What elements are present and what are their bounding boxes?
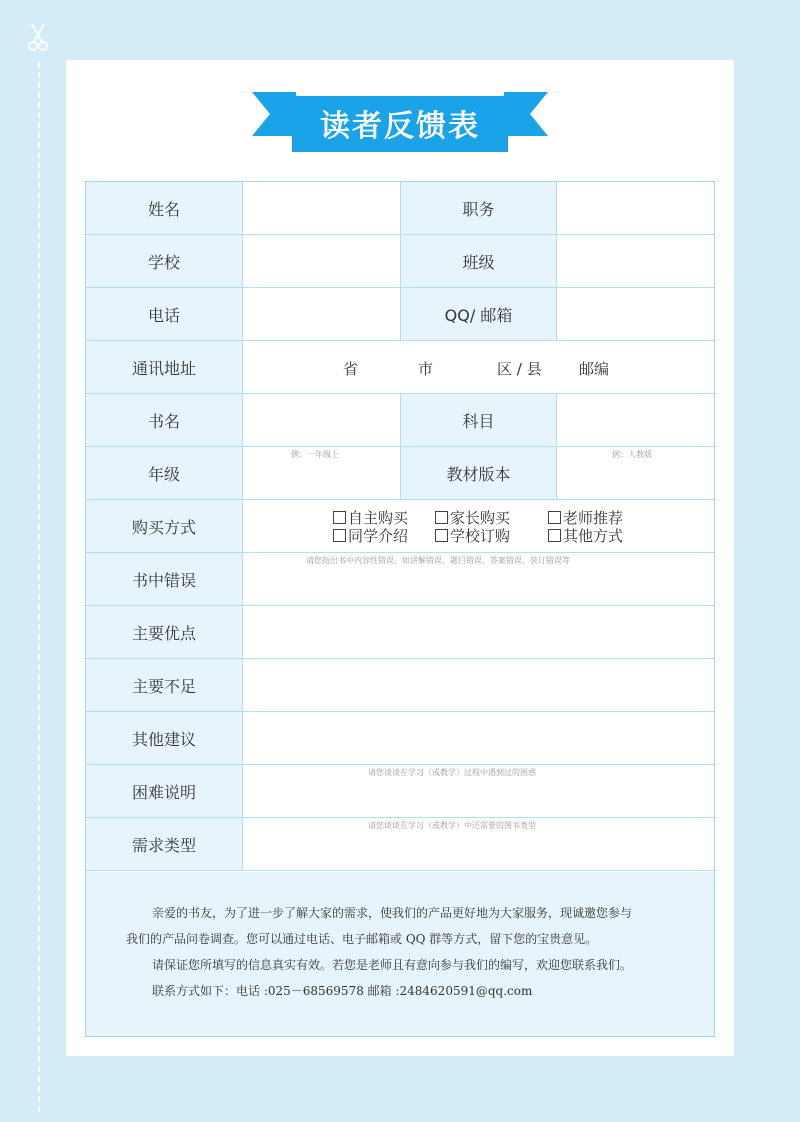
phone-field[interactable] bbox=[243, 288, 400, 340]
option-parent-purchase[interactable]: 家长购买 bbox=[435, 509, 510, 527]
needs-field[interactable] bbox=[243, 818, 714, 870]
checkbox-icon bbox=[548, 511, 561, 524]
checkbox-icon bbox=[333, 529, 346, 542]
label-position: 职务 bbox=[400, 182, 557, 234]
address-province: 省 bbox=[343, 360, 359, 378]
label-subject: 科目 bbox=[400, 394, 557, 446]
label-weaknesses: 主要不足 bbox=[86, 659, 243, 711]
row-needs bbox=[86, 818, 714, 871]
row-purchase bbox=[86, 500, 714, 553]
checkbox-icon bbox=[435, 529, 448, 542]
edition-field[interactable] bbox=[557, 447, 714, 499]
grade-field[interactable] bbox=[243, 447, 400, 499]
checkbox-icon bbox=[548, 529, 561, 542]
row-book bbox=[86, 394, 714, 447]
notice-line-3: 请保证您所填写的信息真实有效。若您是老师且有意向参与我们的编写，欢迎您联系我们。 bbox=[152, 958, 633, 972]
row-suggestions bbox=[86, 712, 714, 765]
label-errors: 书中错误 bbox=[86, 553, 243, 605]
row-phone bbox=[86, 288, 714, 341]
label-difficulties: 困难说明 bbox=[86, 765, 243, 817]
label-phone: 电话 bbox=[86, 288, 243, 340]
suggestions-field[interactable] bbox=[243, 712, 714, 764]
label-address: 通讯地址 bbox=[86, 341, 243, 393]
row-errors bbox=[86, 553, 714, 606]
weaknesses-field[interactable] bbox=[243, 659, 714, 711]
label-class: 班级 bbox=[400, 235, 557, 287]
address-city: 市 bbox=[418, 360, 434, 378]
option-school-order[interactable]: 学校订购 bbox=[435, 527, 510, 545]
option-classmate-intro[interactable]: 同学介绍 bbox=[333, 527, 408, 545]
option-teacher-recommend[interactable]: 老师推荐 bbox=[548, 509, 623, 527]
notice-box bbox=[86, 872, 714, 1036]
class-field[interactable] bbox=[557, 235, 714, 287]
label-suggestions: 其他建议 bbox=[86, 712, 243, 764]
difficulties-hint: 请您谈谈在学习（或教学）过程中遇到过的困惑 bbox=[368, 768, 536, 777]
notice-line-1: 亲爱的书友，为了进一步了解大家的需求，使我们的产品更好地为大家服务，现诚邀您参与 bbox=[152, 906, 633, 920]
strengths-field[interactable] bbox=[243, 606, 714, 658]
label-name: 姓名 bbox=[86, 182, 243, 234]
position-field[interactable] bbox=[557, 182, 714, 234]
checkbox-icon bbox=[333, 511, 346, 524]
qq-email-field[interactable] bbox=[557, 288, 714, 340]
scissors-icon bbox=[26, 22, 50, 52]
label-school: 学校 bbox=[86, 235, 243, 287]
school-field[interactable] bbox=[243, 235, 400, 287]
address-field[interactable] bbox=[243, 341, 714, 393]
row-name bbox=[86, 182, 714, 235]
row-grade bbox=[86, 447, 714, 500]
address-postcode: 邮编 bbox=[579, 360, 610, 378]
cut-line bbox=[38, 62, 40, 1112]
contact-info: 联系方式如下：电话 :025－68569578 邮箱 :2484620591@qq.com bbox=[152, 984, 533, 998]
difficulties-field[interactable] bbox=[243, 765, 714, 817]
feedback-form bbox=[85, 181, 715, 1037]
row-strengths bbox=[86, 606, 714, 659]
label-book-title: 书名 bbox=[86, 394, 243, 446]
option-self-purchase[interactable]: 自主购买 bbox=[333, 509, 408, 527]
label-qq-email: QQ/ 邮箱 bbox=[400, 288, 557, 340]
label-grade: 年级 bbox=[86, 447, 243, 499]
subject-field[interactable] bbox=[557, 394, 714, 446]
row-weaknesses bbox=[86, 659, 714, 712]
option-other[interactable]: 其他方式 bbox=[548, 527, 623, 545]
label-edition: 教材版本 bbox=[400, 447, 557, 499]
row-difficulties bbox=[86, 765, 714, 818]
page-title: 读者反馈表 bbox=[320, 109, 480, 144]
label-needs: 需求类型 bbox=[86, 818, 243, 870]
errors-hint: 请您指出书中内容性错误，如讲解错误、题目错误、答案错误、装订错误等 bbox=[306, 556, 570, 565]
label-strengths: 主要优点 bbox=[86, 606, 243, 658]
checkbox-icon bbox=[435, 511, 448, 524]
notice-line-2: 我们的产品问卷调查。您可以通过电话、电子邮箱或 QQ 群等方式，留下您的宝贵意见。 bbox=[126, 932, 598, 946]
label-purchase: 购买方式 bbox=[86, 500, 243, 552]
purchase-options bbox=[243, 500, 714, 552]
needs-hint: 请您谈谈在学习（或教学）中还需要的图书类型 bbox=[368, 821, 536, 830]
name-field[interactable] bbox=[243, 182, 400, 234]
address-district: 区 / 县 bbox=[497, 360, 542, 378]
grade-hint: 例：一年级上 bbox=[291, 450, 339, 459]
edition-hint: 例：人教版 bbox=[612, 450, 652, 459]
row-school bbox=[86, 235, 714, 288]
row-address bbox=[86, 341, 714, 394]
errors-field[interactable] bbox=[243, 553, 714, 605]
book-title-field[interactable] bbox=[243, 394, 400, 446]
